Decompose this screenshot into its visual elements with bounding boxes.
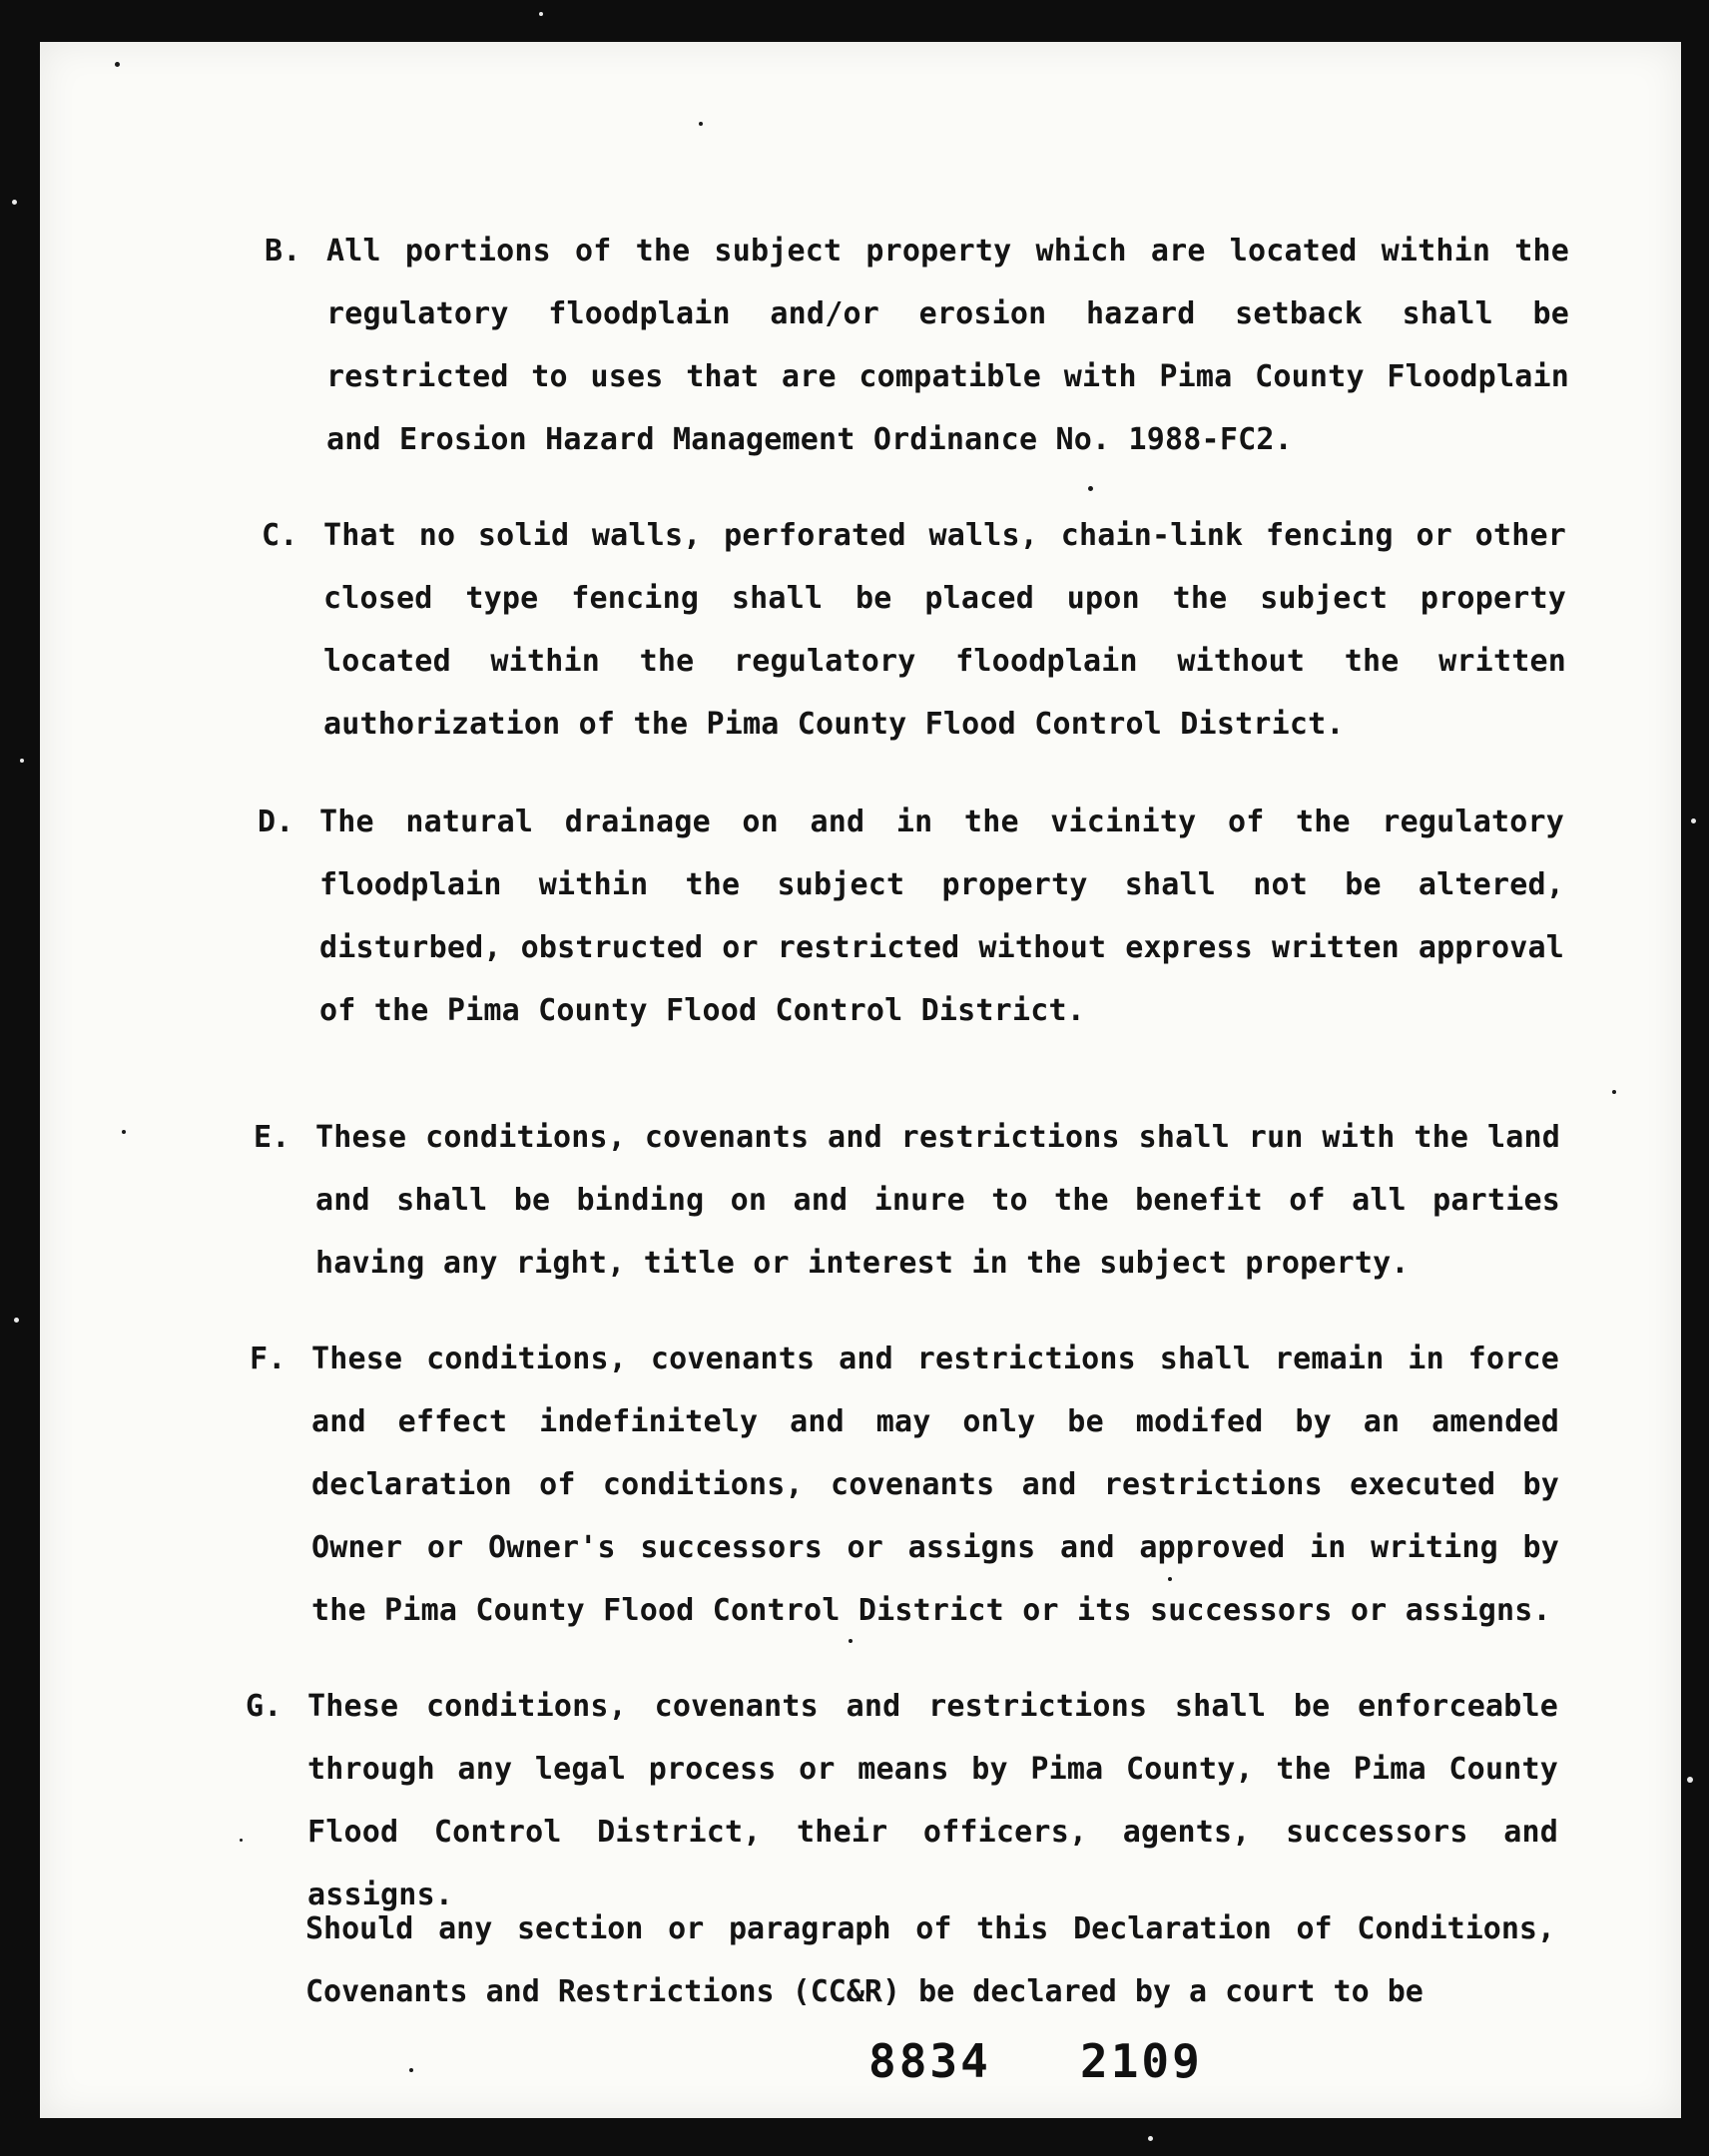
scan-speck: [122, 1130, 126, 1134]
section-letter: D.: [258, 805, 294, 839]
section-g: [246, 1675, 1558, 1926]
section-letter: F.: [250, 1342, 286, 1376]
scan-speck: [699, 122, 703, 126]
scan-speck: [1168, 1577, 1172, 1581]
scan-speck: [115, 62, 120, 67]
page-number: 2109: [1080, 2034, 1203, 2088]
section-text: These conditions, covenants and restrictions shall remain in force and effect indefinitely and may only be modifed by an amended declaration of conditions, covenants and restrictions executed by Owner or Owner's successors or assigns and approved in writing by the Pima County Flood Control District or its successors or assigns.: [311, 1342, 1559, 1628]
scan-speck: [20, 759, 24, 763]
section-text: These conditions, covenants and restrictions shall run with the land and shall be binding on and inure to the benefit of all parties having any right, title or interest in the subject property.: [315, 1120, 1560, 1281]
section-letter: C.: [262, 518, 298, 553]
scan-speck: [539, 12, 543, 16]
scan-speck: [409, 2068, 413, 2072]
section-c: [262, 504, 1566, 756]
section-b: [265, 220, 1569, 471]
section-letter: G.: [246, 1689, 283, 1724]
section-text: That no solid walls, perforated walls, chain-link fencing or other closed type fencing shall be placed upon the subject property located within the regulatory floodplain without the written authorization of the Pima County Flood Control District.: [323, 518, 1566, 742]
section-letter: B.: [265, 234, 301, 269]
section-text: All portions of the subject property which are located within the regulatory floodplain and/or erosion hazard setback shall be restricted to uses that are compatible with Pima County Floodplain and Erosion Hazard Management Ordinance No. 1988-FC2.: [326, 234, 1569, 457]
section-letter: E.: [254, 1120, 290, 1155]
scan-speck: [1691, 818, 1696, 823]
closing-paragraph: Should any section or paragraph of this Declaration of Conditions, Covenants and Restrictions (CC&R) be declared by a court to be: [305, 1911, 1555, 2009]
scan-speck: [1148, 2136, 1153, 2141]
section-f: [250, 1328, 1559, 1642]
scan-speck: [849, 1639, 853, 1643]
section-text: The natural drainage on and in the vicinity of the regulatory floodplain within the subject property shall not be altered, disturbed, obstructed or restricted without express written approval of the Pima County Flood Control District.: [319, 805, 1564, 1028]
scan-speck: [240, 1839, 243, 1842]
scan-speck: [1088, 486, 1093, 491]
document-page: [40, 42, 1681, 2118]
section-d: [258, 791, 1564, 1042]
section-text: These conditions, covenants and restrictions shall be enforceable through any legal process or means by Pima County, the Pima County Flood Control District, their officers, agents, successors and assigns.: [307, 1689, 1558, 1912]
docket-number: 8834: [868, 2034, 991, 2088]
scan-speck: [1687, 1777, 1693, 1783]
section-e: [254, 1106, 1560, 1295]
scan-speck: [12, 200, 17, 205]
scan-speck: [14, 1318, 19, 1323]
scan-speck: [1612, 1090, 1616, 1094]
